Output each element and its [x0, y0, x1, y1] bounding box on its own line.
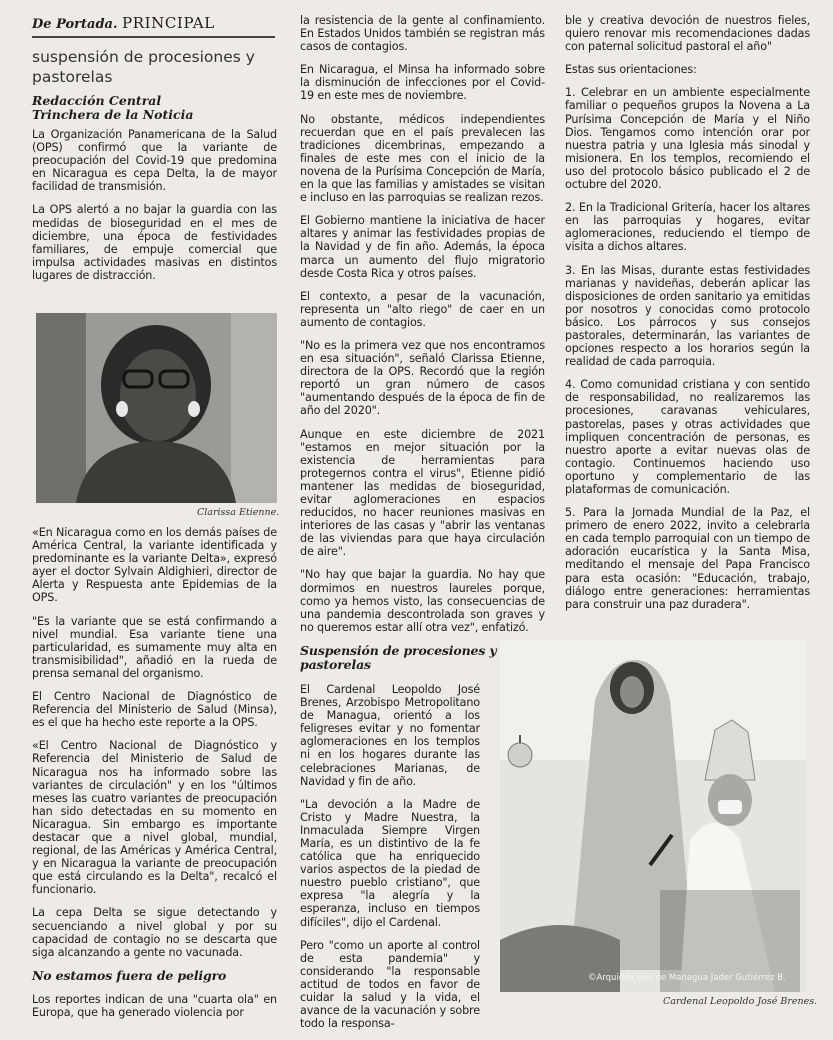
byline-author: Redacción Central [32, 93, 162, 108]
paragraph: La cepa Delta se sigue detectando y secuenciando a nivel global y por su capacidad de contagio no se descarta que siga alcanzando a gente no vacunada. [32, 906, 277, 959]
paragraph: 3. En las Misas, durante estas festividades marianas y navideñas, deberán aplicar las disposiciones de orden sanitario ya emitidas por nosotros y conocidas como protocolo básico. Los párrocos y sus consejos pastorales, determinarán, las variantes de opciones respecto a los horarios según la realidad de cada parroquia. [565, 263, 810, 369]
photo-clarissa-etienne [36, 313, 277, 503]
subhead-suspension: Suspensión de procesiones y pastorelas [300, 642, 497, 673]
paragraph: Aunque en este diciembre de 2021 "estamos en mejor situación por la existencia de herramientas para protegernos contra el virus", Etienne pidió mantener las medidas de bioseguridad, evitar aglomeraciones en espacios reducidos, no hacer reuniones masivas en interiores de las casas y "abrir las ventanas de las viviendas para que haya circulación de aire". [300, 427, 545, 559]
paragraph: No obstante, médicos independientes recuerdan que en el país prevalecen las tradiciones dicembrinas, empezando a finales de este mes con el inicio de la novena de la Purísima Concepción de María, en la que las familias y amistades se visitan e incluso en las parroquias se realizan rezos. [300, 112, 545, 205]
paragraph: La Organización Panamericana de la Salud (OPS) confirmó que la variante de preocupación del Covid-19 que predomina en Nicaragua es cepa Delta, la de mayor facilidad de transmisión. [32, 128, 277, 194]
paragraph: «El Centro Nacional de Diagnóstico y Referencia del Ministerio de Salud de Nicaragua nos ha informado sobre las variantes de circulación" y en los "últimos meses las cuatro variantes de preocupación han sido detectadas en su momento en Nicaragua. Sin embargo es importante destacar que a nivel global, mundial, regional, de las Américas y América Central, y en Nicaragua la variante de preocupación que está circulando es la Delta", recalcó el funcionario. [32, 739, 277, 897]
paragraph: la resistencia de la gente al confinamiento. En Estados Unidos también se registran más casos de contagios. [300, 14, 545, 54]
portrait-image [36, 313, 277, 503]
column-2-narrow [300, 683, 480, 1030]
paragraph: ble y creativa devoción de nuestros fieles, quiero renovar mis recomendaciones dadas con paternal solicitud pastoral el año" [565, 14, 810, 54]
column-1-top [32, 128, 277, 292]
column-1-bottom [32, 526, 277, 1030]
photo2-credit: ©Arquidiócesis de Managua Jader Gutiérrez B. [588, 973, 786, 983]
photo1-caption: Clarissa Etienne. [197, 507, 280, 518]
paragraph: 1. Celebrar en un ambiente especialmente familiar o pequeños grupos la Novena a La Purísima Concepción de María y el Niño Dios. Tengamos como intención orar por nuestra patria y una Iglesia más sinodal y misionera. En los templos, recomiendo el uso del protocolo básico publicado el 2 de octubre del 2020. [565, 86, 810, 192]
paragraph: En Nicaragua, el Minsa ha informado sobre la disminución de infecciones por el Covid-19 en este mes de noviembre. [300, 63, 545, 103]
paragraph: 4. Como comunidad cristiana y con sentido de responsabilidad, no realizaremos las procesiones, caravanas vehiculares, pastorelas, pases y otras actividades que impliquen concentración de personas, es nuestro aporte a evitar nuevas olas de contagio. Continuemos haciendo uso oportuno y complementario de las plataformas de comunicación. [565, 378, 810, 496]
kicker-text: De Portada. [32, 17, 118, 32]
paragraph: La OPS alertó a no bajar la guardia con las medidas de bioseguridad en el mes de diciembre, una época de festividades familiares, de empuje comercial que impulsa actividades masivas en distintos lugares de distracción. [32, 203, 277, 282]
byline [32, 94, 277, 122]
paragraph: 5. Para la Jornada Mundial de la Paz, el primero de enero 2022, invito a celebrarla en cada templo parroquial con un tiempo de adoración eucarística y la Santa Misa, meditando el mensaje del Papa Francisco para esta ocasión: "Educación, trabajo, diálogo entre generaciones: herramientas para construir una paz duradera". [565, 506, 810, 611]
photo-cardenal-brenes [500, 640, 807, 992]
paragraph: "No hay que bajar la guardia. No hay que dormimos en nuestros laureles porque, como ya hemos visto, las consecuencias de una pandemia descontrolada son graves y no queremos estar allí otra vez", enfatizó. [300, 568, 545, 634]
headline: suspensión de procesiones y pastorelas [32, 48, 255, 86]
photo2-caption: Cardenal Leopoldo José Brenes. [663, 996, 818, 1007]
paragraph: Pero "como un aporte al control de esta pandemia" y considerando "la responsable actitud de todos en favor de cuidar la salud y la vida, el avance de la vacunación y sobre todo la responsa- [300, 938, 480, 1031]
paragraph: 2. En la Tradicional Gritería, hacer los altares en las parroquias y hogares, evitar aglomeraciones, reduciendo el tiempo de visita a dichos altares. [565, 201, 810, 254]
column-3 [565, 14, 810, 621]
header-rule [32, 36, 275, 38]
paragraph: "Es la variante que se está confirmando a nivel mundial. Esa variante tiene una particularidad, es sumamente muy alta en transmisibilidad", añadió en la rueda de prensa semanal del organismo. [32, 614, 277, 680]
paragraph: El Cardenal Leopoldo José Brenes, Arzobispo Metropolitano de Managua, orientó a los feligreses evitar y no fomentar aglomeraciones en los templos ni en los hogares durante las celebraciones Marianas, de Navidad y fin de año. [300, 682, 480, 788]
byline-outlet: Trinchera de la Noticia [32, 107, 194, 122]
section-name: PRINCIPAL [122, 14, 215, 32]
cardinal-image [500, 640, 807, 992]
section-kicker [32, 14, 215, 32]
paragraph: "No es la primera vez que nos encontramos en esa situación", señaló Clarissa Etienne, directora de la OPS. Recordó que la región reportó un gran número de casos "aumentando después de la época de fin de año del 2020". [300, 338, 545, 418]
paragraph: «En Nicaragua como en los demás países de América Central, la variante identificada y predominante es la variante Delta», expresó ayer el doctor Sylvain Aldighieri, director de Alerta y Respuesta ante Epidemias de la OPS. [32, 526, 277, 605]
paragraph: El contexto, a pesar de la vacunación, representa un "alto riego" de caer en un aumento de contagios. [300, 289, 545, 329]
paragraph: El Gobierno mantiene la iniciativa de hacer altares y animar las festividades propias de la Navidad y de fin año. Además, la época marca un aumento del flujo migratorio desde Costa Rica y otros países. [300, 214, 545, 280]
subhead-no-estamos: No estamos fuera de peligro [32, 967, 227, 983]
paragraph: Estas sus orientaciones: [565, 63, 697, 77]
paragraph: "La devoción a la Madre de Cristo y Madre Nuestra, la Inmaculada Siempre Virgen María, es un distintivo de la fe católica que ha enriquecido varios aspectos de la piedad de nuestro pueblo cristiano", que expresa "la alegría y la esperanza, incluso en tiempos difíciles", dijo el Cardenal. [300, 797, 480, 929]
paragraph: Los reportes indican de una "cuarta ola" en Europa, que ha generado violencia por [32, 993, 277, 1020]
paragraph: El Centro Nacional de Diagnóstico de Referencia del Ministerio de Salud (Minsa), es el que ha hecho este reporte a la OPS. [32, 690, 277, 730]
